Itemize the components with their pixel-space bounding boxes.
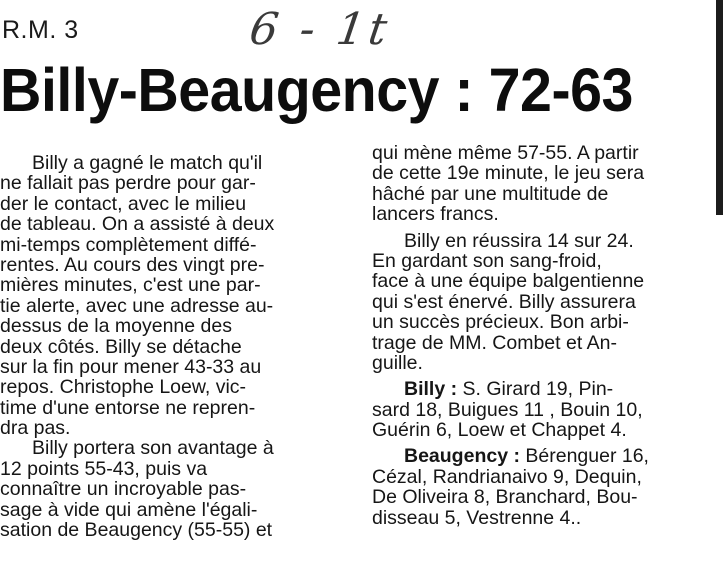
article-line: der le contact, avec le milieu [0, 193, 247, 215]
billy-team-label: Billy : [404, 379, 458, 400]
article-line: qui s'est énervé. Billy assurera [372, 291, 636, 313]
article-line: dessus de la moyenne des [0, 316, 232, 337]
article-line: face à une équipe balgentienne [372, 271, 645, 292]
billy-scorers-line [372, 379, 716, 399]
article-line: trage de MM. Combet et An- [372, 332, 617, 353]
article-line: lancers francs. [372, 204, 499, 225]
article-line: Billy portera son avantage à [32, 438, 274, 459]
article-line: de tableau. On a assisté à deux [0, 214, 275, 235]
article-line: guille. [372, 352, 423, 374]
article-line: dra pas. [0, 418, 71, 439]
article-line: time d'une entorse ne repren- [0, 397, 256, 419]
section-rubric: R.M. 3 [2, 16, 79, 44]
billy-scorers-line: Guérin 6, Loew et Chappet 4. [372, 420, 627, 441]
article-headline: Billy-Beaugency : 72-63 [0, 56, 633, 124]
article-line: qui mène même 57-55. A partir [372, 143, 639, 164]
article-line: sur la fin pour mener 43-33 au [0, 356, 262, 378]
article-line: sation de Beaugency (55-55) et [0, 520, 273, 541]
page-edge-shadow [716, 0, 723, 215]
article-line: tie alerte, avec une adresse au- [0, 295, 274, 317]
article-line: rentes. Au cours des vingt pre- [0, 254, 265, 276]
article-right-column [372, 143, 716, 528]
beaugency-scorers-line: disseau 5, Vestrenne 4.. [372, 507, 582, 529]
billy-scorers-line: sard 18, Buigues 11 , Bouin 10, [372, 399, 643, 421]
article-line: mières minutes, c'est une par- [0, 275, 261, 296]
billy-scorers-text: S. Girard 19, Pin- [462, 379, 614, 400]
beaugency-scorers-line [372, 446, 716, 466]
article-line: 12 points 55-43, puis va [0, 458, 208, 480]
article-line: En gardant son sang-froid, [372, 250, 602, 272]
handwritten-note-text: 6 - 1t [246, 4, 395, 55]
article-line: connaître un incroyable pas- [0, 479, 247, 500]
article-left-column [0, 153, 360, 540]
beaugency-scorers-line: De Oliveira 8, Branchard, Bou- [372, 487, 638, 508]
article-line: sage à vide qui amène l'égali- [0, 499, 258, 521]
beaugency-scorers-line: Cézal, Randrianaivo 9, Dequin, [372, 466, 642, 488]
article-line: ne fallait pas perdre pour gar- [0, 173, 256, 194]
article-line: un succès précieux. Bon arbi- [372, 312, 629, 333]
beaugency-scorers-text: Bérenguer 16, [525, 446, 649, 467]
article-line: Billy a gagné le match qu'il [32, 153, 263, 174]
article-line: mi-temps complètement diffé- [0, 234, 257, 255]
article-line: de cette 19e minute, le jeu sera [372, 163, 645, 184]
article-line: hâché par une multitude de [372, 183, 609, 205]
article-line: repos. Christophe Loew, vic- [0, 377, 247, 398]
beaugency-team-label: Beaugency : [404, 446, 520, 467]
article-line: Billy en réussira 14 sur 24. [404, 230, 634, 251]
article-line: deux côtés. Billy se détache [0, 336, 242, 357]
